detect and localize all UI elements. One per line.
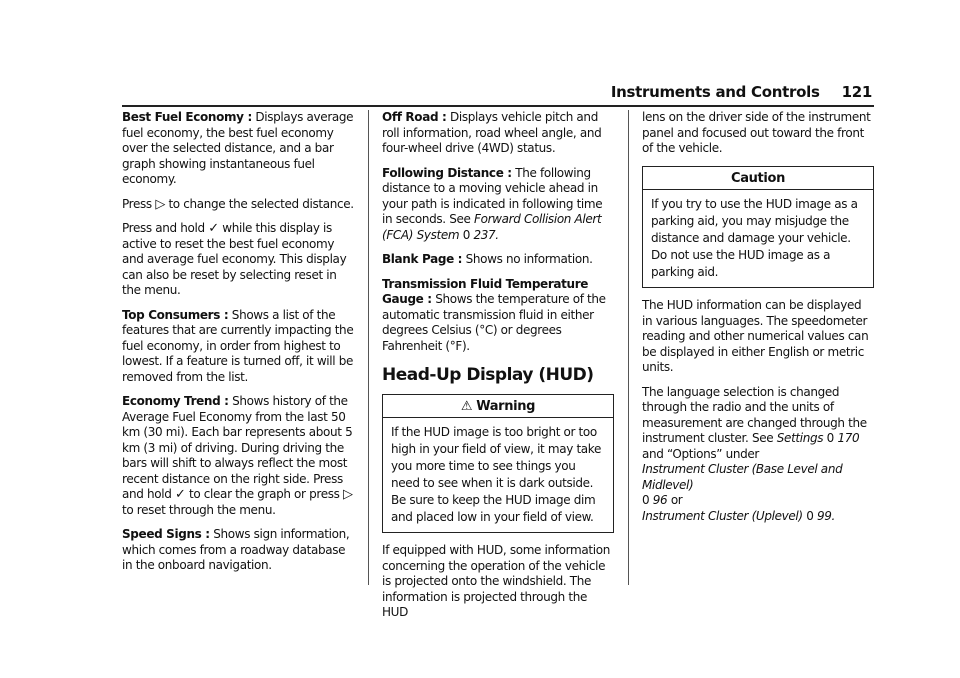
page-header (611, 83, 872, 101)
caution-title: Caution (643, 167, 873, 191)
next-icon: ▷ (343, 487, 353, 502)
column-2 (382, 110, 614, 630)
economy-trend-paragraph: Economy Trend : Shows history of the Average Fuel Economy from the last 50 km (30 mi). Each bar represents about 5 km (3 mi) of driving. During driving the bars will shift to always reflect the most recent distance on the right side. Press and hold ✓ to clear the graph or press ▷ to reset through the menu. (122, 394, 353, 517)
warning-icon: ⚠ (460, 398, 473, 414)
press-hold-paragraph: Press and hold ✓ while this display is active to reset the best fuel economy and average fuel economy. This display can also be reset by selecting reset in the menu. (122, 221, 347, 297)
column-3 (642, 110, 874, 533)
language-selection-paragraph: The language selection is changed through the radio and the units of measurement are changed through the instrument cluster. See Settings 0 170 and “Options” under Instrument Cluster (Base Level and Midlevel) 0 96 or Instrument Cluster (Uplevel) 0 99. (642, 384, 867, 523)
caution-box (642, 166, 874, 289)
fca-reference-link[interactable]: Forward Collision Alert (FCA) System (382, 212, 602, 242)
following-distance-paragraph: Following Distance : The following distance to a moving vehicle ahead in your path is indicated in following time in seconds. See Forward Collision Alert (FCA) System 0 237. (382, 165, 603, 242)
term-top-consumers: Top Consumers : (122, 307, 229, 322)
term-speed-signs: Speed Signs : (122, 527, 210, 541)
off-road-paragraph: Off Road : Displays vehicle pitch and roll information, road wheel angle, and four-wheel drive (4WD) status. (382, 110, 602, 155)
page-ref-icon: 0 (826, 431, 834, 445)
speed-signs-paragraph: Speed Signs : Shows sign information, which comes from a roadway database in the onboard navigation. (122, 527, 350, 572)
settings-page-ref[interactable]: 170 (837, 431, 860, 445)
hud-languages-paragraph: The HUD information can be displayed in various languages. The speedometer reading and other numerical values can be displayed in either English or metric units. (642, 298, 869, 374)
section-title: Instruments and Controls (610, 83, 820, 101)
warning-title: ⚠ Warning (383, 395, 613, 419)
term-blank-page: Blank Page : (382, 252, 463, 266)
hud-lens-paragraph: lens on the driver side of the instrument panel and focused out toward the front of the vehicle. (642, 110, 871, 155)
check-icon: ✓ (208, 221, 219, 236)
cluster-base-page-ref[interactable]: 96 (652, 493, 668, 507)
check-icon: ✓ (174, 487, 186, 502)
top-consumers-paragraph: Top Consumers : Shows a list of the features that are currently impacting the fuel economy, in order from highest to lowest. If a feature is turned off, it will be removed from the list. (122, 307, 354, 384)
term-best-fuel-economy: Best Fuel Economy : (122, 110, 252, 124)
page-number: 121 (841, 83, 872, 101)
cluster-uplevel-page-ref[interactable]: 99. (816, 508, 836, 523)
next-icon: ▷ (155, 196, 165, 212)
column-divider (628, 110, 629, 585)
term-following-distance: Following Distance : (382, 165, 512, 180)
press-next-paragraph: Press ▷ to change the selected distance. (122, 196, 354, 212)
term-transmission-gauge: Transmission Fluid Temperature Gauge : (382, 276, 589, 306)
section-heading-hud: Head-Up Display (HUD) (382, 365, 594, 385)
page-ref-icon: 0 (462, 227, 470, 242)
cluster-uplevel-link[interactable]: Instrument Cluster (Uplevel) (642, 508, 803, 523)
header-rule (122, 105, 874, 107)
page-ref-icon: 0 (806, 508, 814, 523)
column-1 (122, 110, 354, 583)
term-off-road: Off Road : (382, 110, 447, 124)
term-economy-trend: Economy Trend : (122, 394, 229, 408)
page-ref-icon: 0 (642, 493, 650, 507)
blank-page-paragraph: Blank Page : Shows no information. (382, 252, 593, 266)
transmission-gauge-paragraph: Transmission Fluid Temperature Gauge : Shows the temperature of the automatic transmission fluid in either degrees Celsius (°C) or degrees Fahrenheit (°F). (382, 276, 606, 353)
settings-link[interactable]: Settings (776, 431, 824, 445)
fca-page-ref[interactable]: 237. (473, 227, 499, 242)
warning-text: If the HUD image is too bright or too high in your field of view, it may take you more time to see things you need to see when it is dark outside. Be sure to keep the HUD image dim and placed low in your field of view. (391, 425, 602, 524)
best-fuel-economy-paragraph: Best Fuel Economy : Displays average fuel economy, the best fuel economy over the selected distance, and a bar graph showing instantaneous fuel economy. (122, 110, 354, 186)
warning-box (382, 394, 614, 534)
hud-intro-paragraph: If equipped with HUD, some information concerning the operation of the vehicle is projected onto the windshield. The information is projected through the HUD (382, 543, 610, 619)
caution-text: If you try to use the HUD image as a parking aid, you may misjudge the distance and damage your vehicle. Do not use the HUD image as a parking aid. (651, 197, 858, 279)
cluster-base-link[interactable]: Instrument Cluster (Base Level and Midlevel) (642, 462, 843, 492)
column-divider (368, 110, 369, 585)
